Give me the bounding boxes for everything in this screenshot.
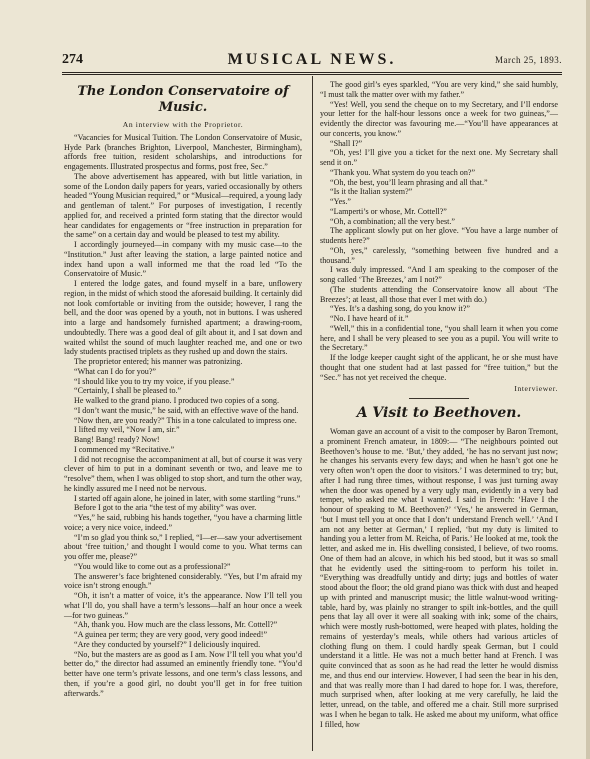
article-signature: Interviewer.: [514, 384, 558, 394]
paragraph: The good girl’s eyes sparkled, “You are very kind,” she said humbly, “I must talk the matter over with my father.”: [320, 80, 558, 99]
paragraph: “Well,” this in a confidential tone, “you shall learn it when you come here, and I shall be very pleased to see you as a pupil. You will write to the Secretary.”: [320, 323, 558, 353]
paragraph: “A guinea per term; they are very good, very good indeed!”: [74, 630, 268, 639]
article-title: The London Conservatoire of Music.: [77, 84, 289, 115]
paragraph: “Yes,” he said, rubbing his hands together, “you have a charming little voice; a very nice voice, indeed.”: [64, 513, 302, 532]
paragraph: He walked to the grand piano. I produced two copies of a song.: [74, 396, 279, 405]
paragraph: “I should like you to try my voice, if you please.”: [74, 376, 235, 386]
paragraph: “Oh, yes! I’ll give you a ticket for the next one. My Secretary shall send it on.”: [320, 148, 558, 167]
paragraph: “I don’t want the music,” he said, with an effective wave of the hand.: [74, 405, 299, 415]
page-header: [62, 52, 562, 70]
column-divider: [312, 76, 313, 751]
paragraph: “Are they conducted by yourself?” I deliciously inquired.: [74, 639, 261, 649]
paragraph: “Is it the Italian system?”: [330, 187, 413, 197]
article-title-2: A Visit to Beethoven.: [356, 405, 522, 421]
paragraph: “Lamperti’s or whose, Mr. Cottell?”: [330, 206, 447, 216]
paragraph: “What can I do for you?”: [74, 366, 157, 376]
paragraph: Before I got to the aria “the test of my ability” was over.: [74, 503, 257, 513]
right-column: [320, 80, 558, 729]
paragraph: I entered the lodge gates, and found myself in a bare, unflowery region, in the midst of which stood the aforesaid building. It certainly did not look comfortable or inviting from the outside; however, I rang the bell, and the door was opened by a youth, not in buttons. I was ushered into a large and handsomely furnished apartment; a drawing-room, undoubtedly. There was a good deal of gilt about it, and I sat down and waited whilst the sound of much laughter reached me, and one or two lady students practised triplets as they rushed up and down the stairs.: [64, 279, 302, 357]
paragraph: “Oh, it isn’t a matter of voice, it’s the appearance. Now I’ll tell you what I’ll do, you shall have a term’s lessons—half an hour once a week—for two guineas.”: [64, 591, 302, 620]
paragraph: “You would like to come out as a professional?”: [74, 561, 231, 571]
page-number: 274: [62, 52, 83, 67]
paragraph: I started off again alone, he joined in later, with some startling “runs.”: [74, 493, 301, 503]
paragraph: “Oh, a combination; all the very best.”: [330, 216, 455, 226]
paragraph: “No. I have heard of it.”: [330, 314, 409, 323]
paragraph: “Yes. It’s a dashing song, do you know it?”: [330, 304, 470, 314]
section-rule: [409, 398, 469, 399]
header-rule: [62, 72, 562, 73]
paragraph: “Shall I?”: [330, 138, 363, 148]
paragraph: I lifted my veil, “Now I am, sir.”: [74, 425, 180, 435]
paragraph: (The students attending the Conservatoire know all about ‘The Breezes’; at least, all those that ever I met with do.): [320, 284, 558, 304]
header-rule-double: [62, 74, 562, 75]
paragraph: The above advertisement has appeared, with but little variation, in some of the London daily papers for years, varied occasionally by others headed “Young Musician required,” or “Musical—required, a young lady and gentleman of talent.” For purposes of investigation, I recently applied for, and received a printed form stating that the director would hear candidates for engagements or “free instruction in preparation for the same” on a certain day and would be pleased to test my ability.: [64, 171, 302, 240]
paragraph: “Oh, yes,” carelessly, “something between five hundred and a thousand.”: [320, 245, 558, 265]
paragraph: “Yes.”: [330, 197, 351, 206]
paragraph: “Vacancies for Musical Tuition. The London Conservatoire of Music, Hyde Park (branches Brighton, Liverpool, Manchester, Birmingham), affords free tuition, resident scholarships, and introductions for engagements. Illustrated prospectus and forms, post free, Sec.”: [64, 132, 302, 171]
issue-date: March 25, 1893.: [495, 55, 562, 65]
paragraph: “Now then, are you ready?” This in a tone calculated to impress one.: [74, 415, 297, 425]
paragraph: I was duly impressed. “And I am speaking to the composer of the song called ‘The Breezes,’ am I not?”: [320, 265, 558, 284]
paragraph: “Yes! Well, you send the cheque on to my Secretary, and I’ll endorse your letter for the half-hour lessons once a week for two guineas,”—evidently the director was favouring me.—“You’ll have appearances at our concerts, you know.”: [320, 99, 558, 138]
paragraph: If the lodge keeper caught sight of the applicant, he or she must have thought that one student had at last passed for “free tuition,” but the “Sec.” has not yet received the cheque.: [320, 353, 558, 382]
paragraph: “No, but the masters are as good as I am. Now I’ll tell you what you’d better do,” the director had assumed an eminently friendly tone. “You’d better have one term’s private lessons, and one term’s class lessons, and then, if you’re a good girl, no doubt you’ll get in for free tuition afterwards.”: [64, 649, 302, 698]
paragraph: I commenced my “Recitative.”: [74, 444, 175, 454]
paragraph: The applicant slowly put on her glove. “You have a large number of students here?”: [320, 226, 558, 245]
left-column: [64, 80, 302, 698]
paragraph: “Thank you. What system do you teach on?”: [330, 167, 476, 177]
paragraph: “I’m so glad you think so,” I replied, “I—er—saw your advertisement about ‘free tuition,’ and thought I would come to you. What terms can you offer me, please?”: [64, 532, 302, 561]
paragraph: Bang! Bang! ready? Now!: [74, 435, 160, 444]
page-binding-edge: [586, 0, 590, 759]
paragraph: “Ah, thank you. How much are the class lessons, Mr. Cottell?”: [74, 620, 278, 630]
paragraph: Woman gave an account of a visit to the composer by Baron Tremont, a prominent French amateur, in 1809:— “The neighbours pointed out Beethoven’s house to me. ‘But,’ they added, ‘he has no servant just now; he changes his servants every few days; and when he hasn’t got one he very often won’t open the door to visitors.’ I was determined to try; but, after I had rung three times, without response, I was just turning away when the door was opened by a very ugly man, evidently in a very bad temper, who asked me what I wanted. I said in French: ‘Have I the honour of speaking to M. Beethoven?’ ‘Yes,’ he answered in German, ‘but I must tell you at once that I don’t understand French well.’ ‘And I am not any better at German,’ I replied, ‘but my duty is limited to handing you a letter from M. Reicha, of Paris.’ He looked at me, took the letter, and asked me in. His dwelling consisted, I believe, of two rooms. One of them had an alcove, in which his bed stood, but it was so small that he evidently used the sitting-room to perform his toilet in. “Everything was dreadfully untidy and dirty; jugs and bottles of water stood about the floor; the old grand piano was thick with dust and heaped up with printed and manuscript music; the little walnut-wood writing-table, hard by, was plainly no stranger to spilt ink-bottles, and the quill pens that lay all over it were all soaking with ink; some of the chairs, which were mostly rush-bottomed, were heaped with plates, holding the remains of yesterday’s meals, while others had various articles of clothing flung on them. I could hardly speak German, but I could understand it a little. He was not a much better hand at French. I was quite convinced that as soon as he had read the letter he would dismiss me, and thus end our interview. However, I had seen the bear in his den, and that was really more than I had dared to hope for. I was, therefore, much surprised when, after looking at me very carefully, he laid the letter, unread, on the table, and offered me a chair. Still more surprised was I when he began to talk. He asked me about my uniform, what office I filled, how: [320, 427, 558, 729]
paragraph: The proprietor entered; his manner was patronizing.: [74, 357, 243, 366]
paragraph: “Certainly, I shall be pleased to.”: [74, 386, 182, 396]
paragraph: I accordingly journeyed—in company with my music case—to the “Institution.” Just after leaving the station, a large painted notice and index hand upon a wall informed me that the road led “To the Conservatoire of Music.”: [64, 240, 302, 279]
publication-title: MUSICAL NEWS.: [227, 51, 397, 68]
paragraph: “Oh, the best, you’ll learn phrasing and all that.”: [330, 177, 488, 187]
paragraph: I did not recognise the accompaniment at all, but of course it was very clever of him to put in a dominant seventh or two, and leave me to “resolve” them, when I was obliged to stop short, and turn the other way, he kindly assured me I need not be nervous.: [64, 454, 302, 493]
paragraph: The answerer’s face brightened considerably. “Yes, but I’m afraid my voice isn’t strong enough.”: [64, 571, 302, 591]
article-subtitle: An interview with the Proprietor.: [122, 120, 244, 129]
